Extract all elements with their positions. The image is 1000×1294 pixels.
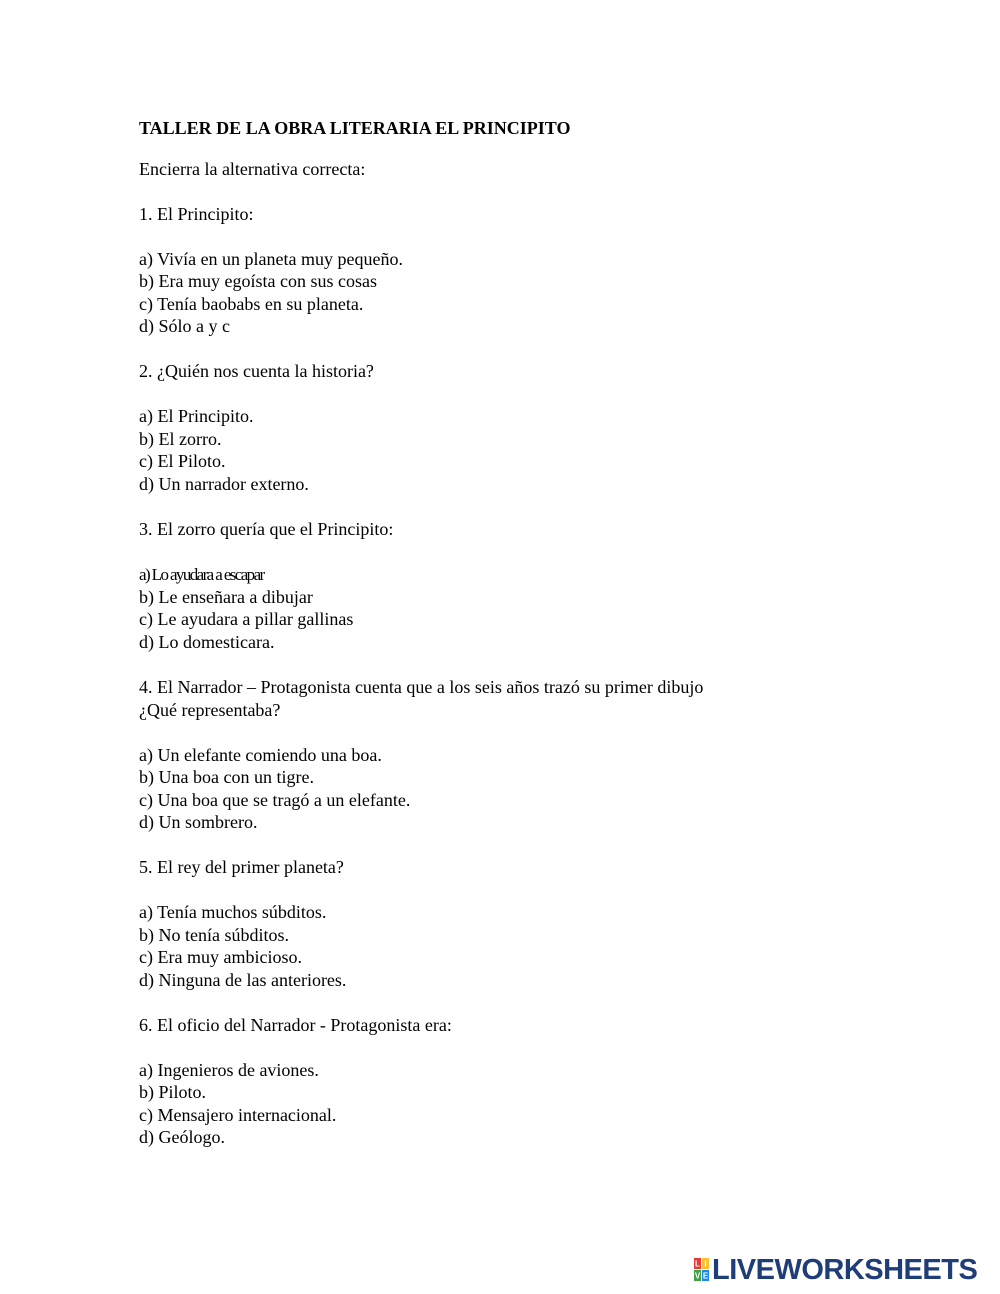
question-1-option-c: c) Tenía baobabs en su planeta. — [139, 294, 364, 314]
question-4-prompt: 4. El Narrador – Protagonista cuenta que a los seis años trazó su primer dibujo — [139, 677, 704, 697]
question-2-option-c: c) El Piloto. — [139, 451, 226, 471]
question-3-option-a: a) Lo ayudara a escapar — [139, 565, 264, 584]
question-5-prompt: 5. El rey del primer planeta? — [139, 857, 344, 877]
question-3-prompt: 3. El zorro quería que el Principito: — [139, 519, 394, 539]
question-4-option-c: c) Una boa que se tragó a un elefante. — [139, 790, 411, 810]
question-6-prompt: 6. El oficio del Narrador - Protagonista era: — [139, 1015, 452, 1035]
question-2-prompt: 2. ¿Quién nos cuenta la historia? — [139, 361, 374, 381]
question-4-prompt-line2: ¿Qué representaba? — [139, 700, 281, 720]
question-6-option-c: c) Mensajero internacional. — [139, 1105, 337, 1125]
worksheet-title: TALLER DE LA OBRA LITERARIA EL PRINCIPITO — [139, 118, 571, 138]
question-3-option-b: b) Le enseñara a dibujar — [139, 587, 313, 607]
question-1-option-d: d) Sólo a y c — [139, 316, 230, 336]
instruction-text: Encierra la alternativa correcta: — [139, 159, 366, 179]
question-5-option-c: c) Era muy ambicioso. — [139, 947, 302, 967]
question-1-option-a: a) Vivía en un planeta muy pequeño. — [139, 249, 404, 269]
question-4-option-a: a) Un elefante comiendo una boa. — [139, 745, 382, 765]
question-1-option-b: b) Era muy egoísta con sus cosas — [139, 271, 377, 291]
question-3-option-c: c) Le ayudara a pillar gallinas — [139, 609, 354, 629]
question-4-option-d: d) Un sombrero. — [139, 812, 258, 832]
question-5-option-b: b) No tenía súbditos. — [139, 925, 289, 945]
logo-letter-i: I — [704, 1259, 707, 1269]
liveworksheets-logo-icon — [694, 1258, 710, 1282]
question-5-option-d: d) Ninguna de las anteriores. — [139, 970, 347, 990]
question-6-option-a: a) Ingenieros de aviones. — [139, 1060, 319, 1080]
liveworksheets-logo-text: LIVEWORKSHEETS — [712, 1254, 978, 1286]
question-1-prompt: 1. El Principito: — [139, 204, 254, 224]
question-6-option-d: d) Geólogo. — [139, 1127, 225, 1147]
question-2-option-b: b) El zorro. — [139, 429, 222, 449]
question-2-option-d: d) Un narrador externo. — [139, 474, 309, 494]
question-6-option-b: b) Piloto. — [139, 1082, 207, 1102]
question-4-option-b: b) Una boa con un tigre. — [139, 767, 314, 787]
question-3-option-d: d) Lo domesticara. — [139, 632, 275, 652]
question-5-option-a: a) Tenía muchos súbditos. — [139, 902, 327, 922]
logo-letter-e: E — [702, 1271, 709, 1281]
liveworksheets-logo — [694, 1254, 978, 1286]
question-2-option-a: a) El Principito. — [139, 406, 254, 426]
logo-letter-v: V — [694, 1271, 701, 1281]
logo-letter-l: L — [695, 1259, 700, 1269]
